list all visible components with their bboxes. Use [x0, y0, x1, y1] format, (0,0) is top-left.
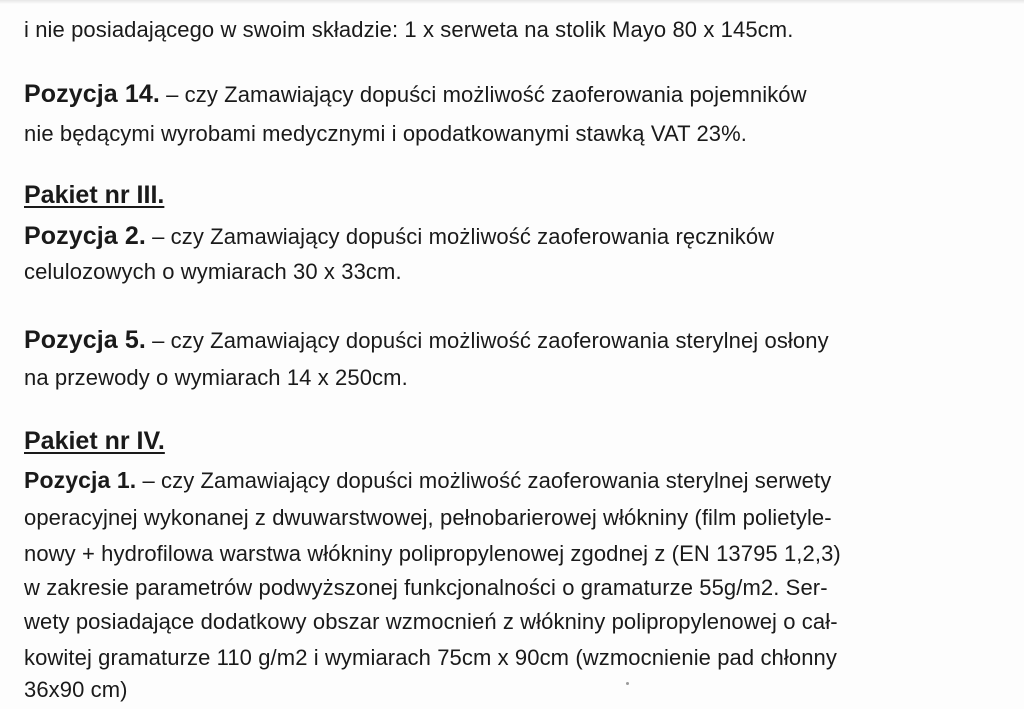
package-4-item-1-text-1: – czy Zamawiający dopuści możliwość zaoferowania sterylnej serwety — [136, 468, 832, 493]
package-3-heading: Pakiet nr III. — [24, 181, 165, 209]
continuation-line — [24, 16, 793, 44]
package-3-item-2-text-2: celulozowych o wymiarach 30 x 33cm. — [24, 259, 402, 284]
scan-speck — [626, 682, 629, 685]
item-14-line-2 — [24, 120, 747, 148]
package-3-item-5-text-1: – czy Zamawiający dopuści możliwość zaoferowania sterylnej osłony — [145, 328, 829, 353]
package-4-item-1-body-line: kowitej gramaturze 110 g/m2 i wymiarach 75cm x 90cm (wzmocnienie pad chłonny — [24, 645, 837, 670]
package-3-item-5-line-1 — [24, 326, 829, 355]
package-3-item-2-line-2 — [24, 258, 402, 286]
package-3-item-5-line-2 — [24, 364, 408, 392]
item-14-text-1: – czy Zamawiający dopuści możliwość zaoferowania pojemników — [159, 82, 807, 107]
package-3-item-2-text-1: – czy Zamawiający dopuści możliwość zaoferowania ręczników — [145, 224, 775, 249]
package-4-item-1-body-line: nowy + hydrofilowa warstwa włókniny polipropylenowej zgodnej z (EN 13795 1,2,3) — [24, 541, 841, 566]
item-14-text-2: nie będącymi wyrobami medycznymi i opodatkowanymi stawką VAT 23%. — [24, 121, 748, 146]
item-14-label: Pozycja 14. — [24, 80, 160, 108]
package-4-item-1-body-line: wety posiadające dodatkowy obszar wzmocnień z włókniny polipropylenowej o cał- — [24, 609, 838, 634]
package-4-item-1-line-1 — [24, 466, 831, 495]
item-14-line-1 — [24, 80, 807, 109]
package-3-item-5-label: Pozycja 5. — [24, 326, 146, 354]
package-3-item-2-label: Pozycja 2. — [24, 222, 146, 250]
package-3-item-5-text-2: na przewody o wymiarach 14 x 250cm. — [24, 365, 408, 390]
package-4-item-1-body-line: w zakresie parametrów podwyższonej funkcjonalności o gramaturze 55g/m2. Ser- — [24, 575, 828, 600]
package-4-item-1-body-line: 36x90 cm) — [24, 677, 128, 702]
package-4-heading: Pakiet nr IV. — [24, 427, 165, 455]
continuation-text: i nie posiadającego w swoim składzie: 1 x serweta na stolik Mayo 80 x 145cm. — [24, 17, 794, 42]
package-4-item-1-label: Pozycja 1. — [24, 467, 137, 493]
package-4-item-1-body-line: operacyjnej wykonanej z dwuwarstwowej, pełnobarierowej włókniny (film polietyle- — [24, 505, 832, 530]
scan-top-edge — [0, 0, 1024, 4]
package-3-item-2-line-1 — [24, 222, 774, 251]
